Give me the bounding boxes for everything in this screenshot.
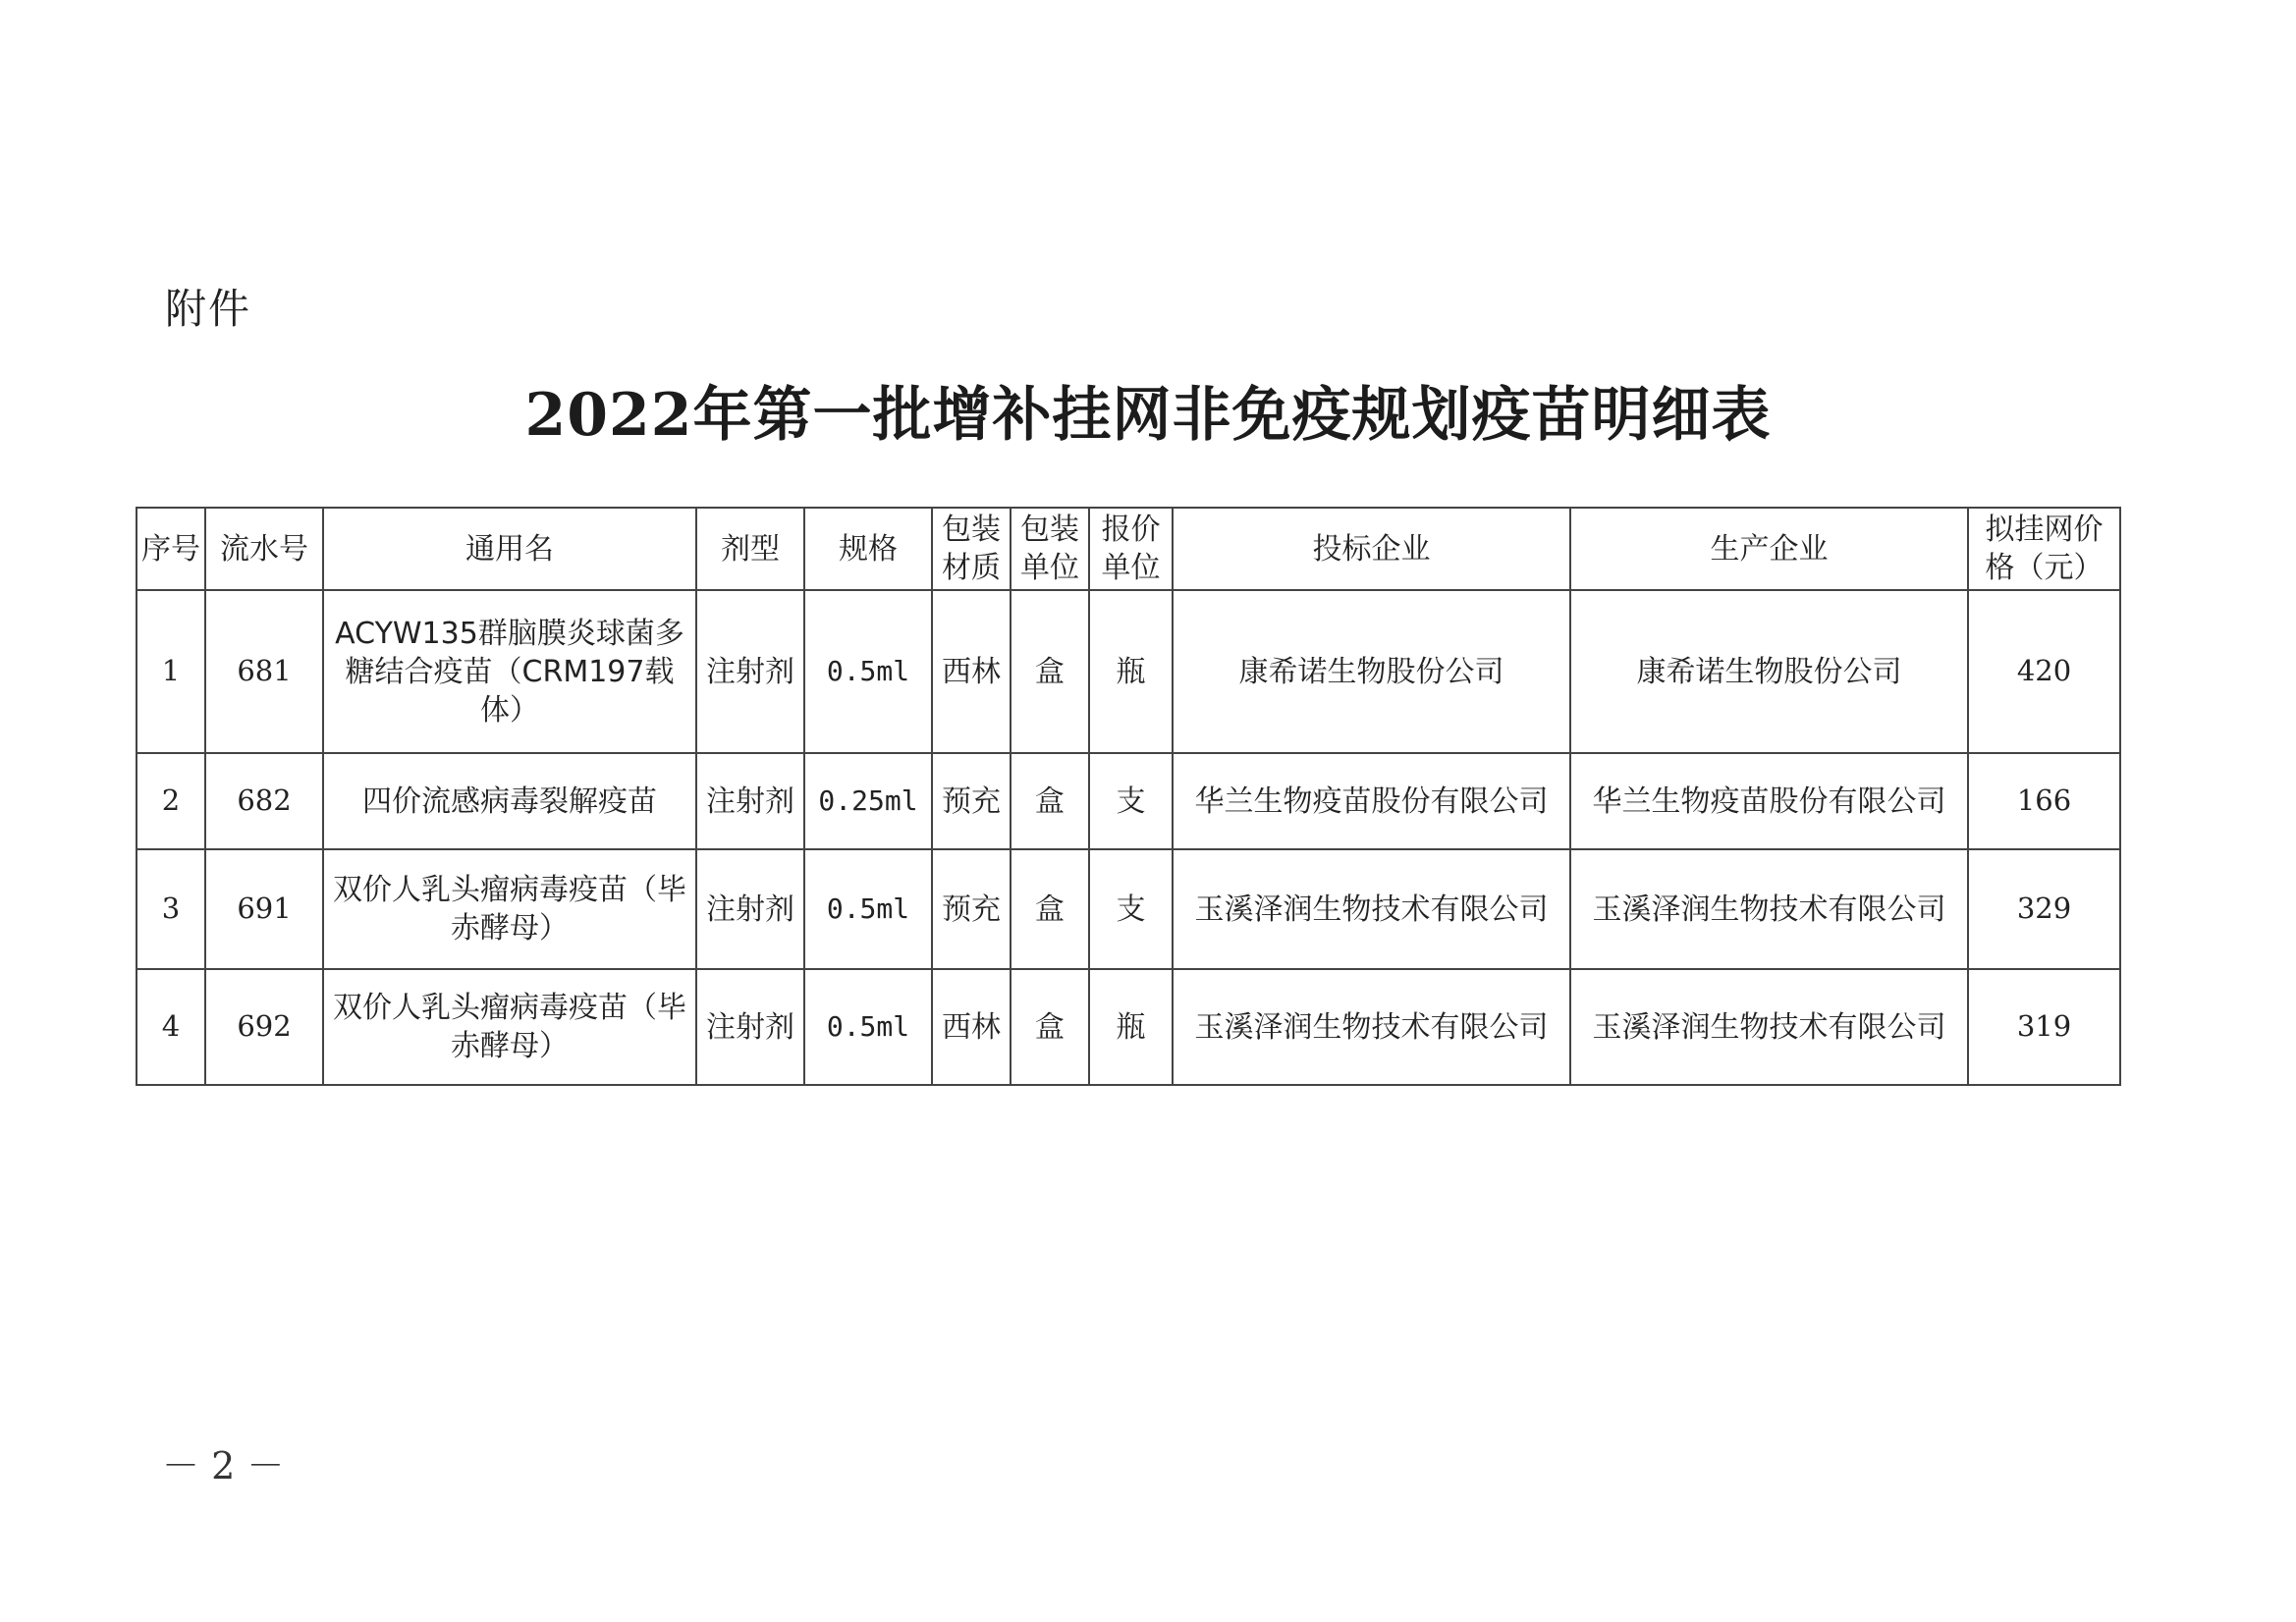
header-price: 拟挂网价格（元） bbox=[1968, 508, 2120, 590]
cell-dosage-form: 注射剂 bbox=[696, 590, 804, 753]
cell-pkg-unit: 盒 bbox=[1011, 849, 1089, 969]
cell-pkg-unit: 盒 bbox=[1011, 753, 1089, 849]
cell-pkg-material: 西林 bbox=[932, 590, 1011, 753]
cell-price: 166 bbox=[1968, 753, 2120, 849]
cell-manufacturer: 康希诺生物股份公司 bbox=[1570, 590, 1968, 753]
cell-serial: 692 bbox=[205, 969, 323, 1085]
table-row bbox=[137, 590, 2120, 753]
cell-pkg-material: 西林 bbox=[932, 969, 1011, 1085]
cell-pkg-material: 预充 bbox=[932, 753, 1011, 849]
header-spec: 规格 bbox=[804, 508, 932, 590]
cell-quote-unit: 支 bbox=[1089, 849, 1173, 969]
cell-quote-unit: 瓶 bbox=[1089, 969, 1173, 1085]
cell-spec: 0.5ml bbox=[804, 969, 932, 1085]
table-header-row bbox=[137, 508, 2120, 590]
cell-dosage-form: 注射剂 bbox=[696, 969, 804, 1085]
cell-bidder: 华兰生物疫苗股份有限公司 bbox=[1173, 753, 1570, 849]
cell-bidder: 玉溪泽润生物技术有限公司 bbox=[1173, 849, 1570, 969]
header-serial: 流水号 bbox=[205, 508, 323, 590]
attachment-label: 附件 bbox=[165, 285, 252, 333]
cell-name: 双价人乳头瘤病毒疫苗（毕赤酵母） bbox=[323, 849, 696, 969]
header-bidder: 投标企业 bbox=[1173, 508, 1570, 590]
cell-pkg-material: 预充 bbox=[932, 849, 1011, 969]
header-seq: 序号 bbox=[137, 508, 205, 590]
table-row bbox=[137, 849, 2120, 969]
page-number: － 2 － bbox=[162, 1444, 285, 1487]
header-pkg-unit: 包装单位 bbox=[1011, 508, 1089, 590]
cell-manufacturer: 华兰生物疫苗股份有限公司 bbox=[1570, 753, 1968, 849]
header-name: 通用名 bbox=[323, 508, 696, 590]
cell-price: 420 bbox=[1968, 590, 2120, 753]
cell-price: 329 bbox=[1968, 849, 2120, 969]
cell-name: ACYW135群脑膜炎球菌多糖结合疫苗（CRM197载体） bbox=[323, 590, 696, 753]
header-dosage-form: 剂型 bbox=[696, 508, 804, 590]
cell-pkg-unit: 盒 bbox=[1011, 969, 1089, 1085]
cell-manufacturer: 玉溪泽润生物技术有限公司 bbox=[1570, 969, 1968, 1085]
document-title: 2022年第一批增补挂网非免疫规划疫苗明细表 bbox=[524, 381, 1772, 450]
vaccine-detail-table bbox=[136, 507, 2121, 1086]
table-row bbox=[137, 969, 2120, 1085]
cell-spec: 0.25ml bbox=[804, 753, 932, 849]
cell-serial: 681 bbox=[205, 590, 323, 753]
cell-dosage-form: 注射剂 bbox=[696, 753, 804, 849]
cell-spec: 0.5ml bbox=[804, 849, 932, 969]
cell-seq: 1 bbox=[137, 590, 205, 753]
cell-pkg-unit: 盒 bbox=[1011, 590, 1089, 753]
cell-name: 四价流感病毒裂解疫苗 bbox=[323, 753, 696, 849]
cell-seq: 4 bbox=[137, 969, 205, 1085]
cell-name: 双价人乳头瘤病毒疫苗（毕赤酵母） bbox=[323, 969, 696, 1085]
cell-seq: 2 bbox=[137, 753, 205, 849]
cell-spec: 0.5ml bbox=[804, 590, 932, 753]
cell-seq: 3 bbox=[137, 849, 205, 969]
cell-dosage-form: 注射剂 bbox=[696, 849, 804, 969]
table-row bbox=[137, 753, 2120, 849]
header-pkg-material: 包装材质 bbox=[932, 508, 1011, 590]
cell-bidder: 玉溪泽润生物技术有限公司 bbox=[1173, 969, 1570, 1085]
cell-quote-unit: 瓶 bbox=[1089, 590, 1173, 753]
header-manufacturer: 生产企业 bbox=[1570, 508, 1968, 590]
cell-bidder: 康希诺生物股份公司 bbox=[1173, 590, 1570, 753]
cell-serial: 682 bbox=[205, 753, 323, 849]
cell-quote-unit: 支 bbox=[1089, 753, 1173, 849]
header-quote-unit: 报价单位 bbox=[1089, 508, 1173, 590]
cell-serial: 691 bbox=[205, 849, 323, 969]
cell-manufacturer: 玉溪泽润生物技术有限公司 bbox=[1570, 849, 1968, 969]
cell-price: 319 bbox=[1968, 969, 2120, 1085]
